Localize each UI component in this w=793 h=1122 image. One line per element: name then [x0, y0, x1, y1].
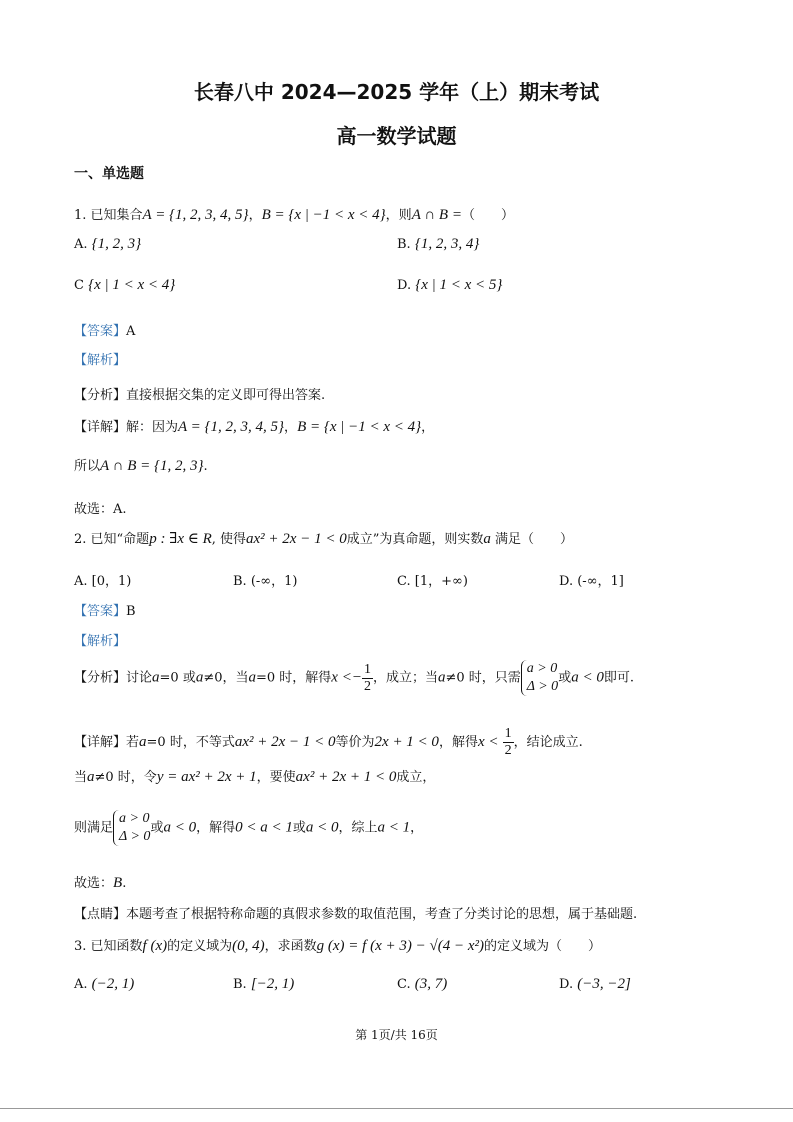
xj-text: ≠0 时，令	[94, 770, 157, 785]
option-value: {x | 1 < x < 5}	[415, 277, 503, 293]
answer-value: B	[126, 604, 136, 619]
fenxi-var: a	[437, 669, 446, 686]
option-value: (−2, 1)	[91, 976, 135, 992]
answer-value: A	[126, 324, 136, 339]
q1-paren: （ ）	[461, 208, 514, 223]
q3-option-c	[397, 976, 447, 993]
q1-stem-a: 1. 已知集合	[74, 208, 143, 223]
q2-xiangjie-line2	[74, 766, 435, 786]
exam-subtitle: 高一数学试题	[336, 124, 457, 148]
q1-suoyi	[74, 455, 208, 475]
xiangjie-tag: 【详解】	[74, 735, 127, 750]
xj-text: 等价为	[335, 735, 375, 750]
option-value: [−2, 1)	[250, 976, 295, 992]
option-label: B.	[233, 977, 247, 992]
guxuan-choice: B	[113, 875, 123, 891]
xj-ineq: a < 0	[163, 819, 197, 836]
q2-xiangjie-line3	[74, 810, 423, 846]
fenxi-text: ，成立；当	[372, 670, 438, 686]
fenxi-var: a	[152, 669, 160, 686]
suoyi-expr: A ∩ B = {1, 2, 3}	[100, 458, 204, 474]
option-label: C	[74, 278, 84, 293]
q3-gx: g (x) = f (x + 3) − √(4 − x²)	[316, 938, 484, 954]
option-label: A.	[74, 237, 88, 252]
option-label: D.	[559, 977, 574, 992]
q2-guxuan	[74, 872, 126, 892]
option-label: D.	[397, 278, 412, 293]
q3-option-a	[74, 976, 134, 993]
xj-text: ，	[410, 820, 424, 836]
xj-x: x <	[477, 734, 499, 750]
q2-xiangjie-line1	[74, 726, 583, 759]
xiangjie-end: ，	[421, 420, 435, 435]
fenxi-var: a	[195, 669, 204, 686]
fraction-one-half	[503, 726, 514, 759]
q2-fenxi	[74, 660, 634, 696]
fenxi-text: 即可.	[603, 670, 634, 686]
suoyi-end: .	[203, 459, 208, 474]
option-value: {1, 2, 3}	[91, 236, 142, 252]
xj-ineq: 2x + 1 < 0	[374, 734, 439, 750]
q2-option-d: D. (-∞，1]	[559, 574, 624, 589]
q2-var: a	[483, 531, 491, 547]
guxuan-end: .	[122, 876, 127, 891]
fenxi-text: 或	[558, 670, 572, 686]
xj-ineq: a < 1	[377, 819, 411, 836]
fenxi-ineq: a < 0	[571, 669, 604, 686]
dianjing-text: 本题考查了根据特称命题的真假求参数的取值范围，考查了分类讨论的思想，属于基础题.	[126, 907, 638, 922]
q2-analysis-tag: 【解析】	[74, 634, 127, 649]
q1-answer	[74, 320, 135, 339]
xj-text: 成立，	[396, 770, 436, 785]
q3-stem-c: ，求函数	[264, 939, 317, 954]
xj-var: a	[87, 769, 95, 785]
q1-fenxi	[74, 384, 325, 403]
q3-stem-d: 的定义域为（ ）	[484, 939, 602, 954]
q2-answer	[74, 600, 136, 619]
q1-comma: ，	[248, 208, 262, 223]
q2-stem-a: 2. 已知“命题	[74, 532, 150, 547]
q3-domain: (0, 4)	[232, 938, 265, 954]
xj-var: a	[139, 734, 147, 750]
xiangjie-comma: ，	[284, 420, 298, 435]
q1-expr: A ∩ B =	[411, 207, 462, 223]
option-label: B.	[397, 237, 411, 252]
xj-text: ，结论成立.	[513, 735, 583, 750]
fenxi-text: =0 时，解得	[256, 670, 332, 686]
q1-set-b: B = {x | −1 < x < 4}	[261, 207, 386, 223]
q2-option-a: A. [0，1)	[74, 574, 132, 589]
q1-option-a	[74, 236, 141, 253]
option-value: (−3, −2]	[577, 976, 631, 992]
fraction-sign: −	[351, 669, 362, 686]
q1-xiangjie	[74, 416, 434, 436]
option-value: {x | 1 < x < 4}	[88, 277, 176, 293]
xj-text: 或	[292, 820, 306, 836]
xj-text: 则满足	[74, 820, 114, 836]
page-footer: 第 1页/共 16页	[355, 1028, 438, 1042]
fenxi-text: ≠0，当	[203, 670, 249, 686]
question-2	[74, 528, 573, 548]
option-value: {1, 2, 3, 4}	[414, 236, 480, 252]
xiangjie-set-b: B = {x | −1 < x < 4}	[297, 419, 422, 435]
q2-prop: p : ∃x ∈ R	[149, 531, 212, 547]
question-3	[74, 935, 601, 955]
q1-option-c	[74, 277, 175, 294]
q2-stem-c: 成立”为真命题，则实数	[346, 532, 484, 547]
q1-option-d	[397, 277, 502, 294]
q1-guxuan: 故选：A.	[74, 502, 127, 517]
inequality-system	[113, 810, 150, 846]
q2-ineq: ax² + 2x − 1 < 0	[246, 531, 347, 547]
system-bottom: Δ > 0	[119, 829, 151, 844]
system-top: a > 0	[119, 811, 150, 826]
xj-ineq: ax² + 2x + 1 < 0	[295, 769, 397, 785]
fenxi-text: 直接根据交集的定义即可得出答案.	[126, 388, 326, 403]
xj-text: 当	[74, 770, 88, 785]
xj-text: ，解得	[438, 735, 478, 750]
system-top: a > 0	[526, 661, 558, 676]
option-label: C.	[397, 977, 411, 992]
q2-option-b: B. (-∞，1)	[233, 574, 298, 589]
fenxi-text: ≠0 时，只需	[445, 670, 521, 686]
fenxi-tag: 【分析】	[74, 388, 127, 403]
q1-analysis-tag: 【解析】	[74, 353, 127, 368]
xj-text: 或	[150, 820, 164, 836]
fraction-denominator: 2	[504, 743, 512, 758]
fraction-denominator: 2	[363, 678, 371, 694]
xj-ineq: a < 0	[305, 819, 339, 836]
fenxi-x: x <	[331, 669, 352, 686]
q3-option-d	[559, 976, 631, 993]
page-bottom-divider	[0, 1108, 793, 1109]
dianjing-tag: 【点睛】	[74, 907, 127, 922]
q3-stem-a: 3. 已知函数	[74, 939, 143, 954]
xiangjie-text: 解：因为	[126, 420, 179, 435]
fraction-one-half	[362, 662, 373, 695]
answer-tag: 【答案】	[74, 604, 127, 619]
q3-fx: f (x)	[142, 938, 168, 954]
guxuan-text: 故选：	[74, 876, 114, 891]
question-1	[74, 204, 514, 224]
option-label: A.	[74, 977, 88, 992]
fenxi-tag: 【分析】	[74, 670, 127, 686]
q1-stem-b: ，则	[385, 208, 412, 223]
xj-ineq: 0 < a < 1	[235, 819, 293, 836]
xj-func: y = ax² + 2x + 1	[156, 769, 257, 785]
inequality-system	[521, 660, 558, 696]
fraction-numerator: 1	[504, 726, 512, 741]
q1-set-a: A = {1, 2, 3, 4, 5}	[142, 207, 249, 223]
fenxi-var: a	[248, 669, 256, 686]
section-heading: 一、单选题	[74, 166, 144, 182]
xj-ineq: ax² + 2x − 1 < 0	[234, 734, 336, 750]
q2-stem-b: , 使得	[211, 532, 247, 547]
fenxi-text: 讨论	[126, 670, 153, 686]
fenxi-text: =0 或	[159, 670, 196, 686]
q3-stem-b: 的定义域为	[167, 939, 233, 954]
q3-option-b	[233, 976, 294, 993]
xiangjie-tag: 【详解】	[74, 420, 127, 435]
system-bottom: Δ > 0	[526, 679, 559, 694]
xiangjie-set-a: A = {1, 2, 3, 4, 5}	[178, 419, 285, 435]
q2-stem-d: 满足（ ）	[495, 532, 574, 547]
option-value: (3, 7)	[414, 976, 448, 992]
answer-tag: 【答案】	[74, 324, 127, 339]
q2-option-c: C. [1，+∞)	[397, 574, 468, 589]
xj-text: ，综上	[338, 820, 378, 836]
q1-option-b	[397, 236, 479, 253]
xj-text: ，解得	[196, 820, 236, 836]
fraction-numerator: 1	[363, 661, 371, 677]
suoyi-text: 所以	[74, 459, 101, 474]
xj-text: 若	[126, 735, 140, 750]
exam-title: 长春八中 2024—2025 学年（上）期末考试	[193, 80, 600, 104]
xj-text: =0 时，不等式	[146, 735, 235, 750]
q2-dianjing	[74, 903, 637, 922]
xj-text: ，要使	[256, 770, 296, 785]
